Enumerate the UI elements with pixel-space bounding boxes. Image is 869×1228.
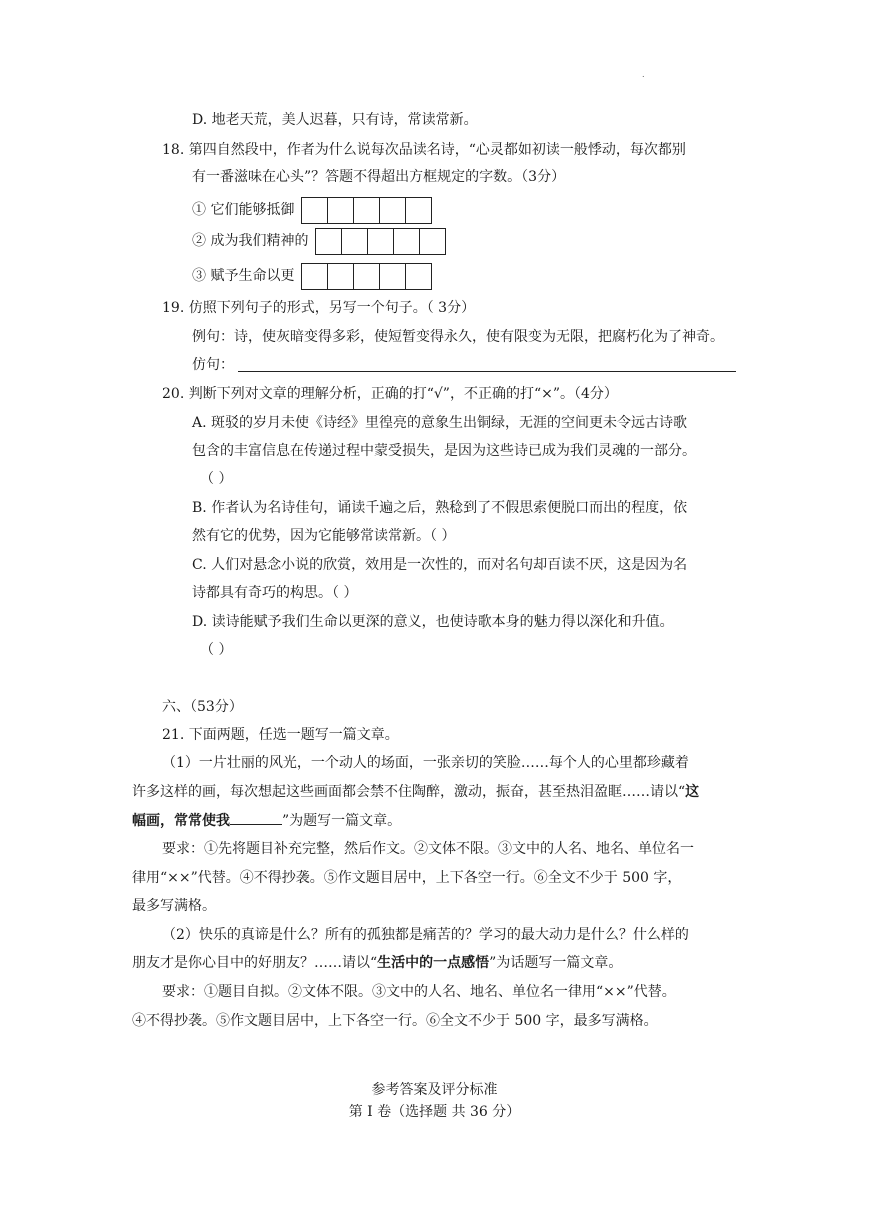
prompt1-line3-text: ”为题写一篇文章。 xyxy=(282,813,402,829)
prompt2-line2-end: ”为话题写一篇文章。 xyxy=(489,955,623,971)
q20-option-a-line2: 包含的丰富信息在传递过程中蒙受损失，是因为这些诗已成为我们灵魂的一部分。 xyxy=(192,443,696,459)
q20-option-c-line1: C. 人们对悬念小说的欣赏，效用是一次性的，而对名句却百读不厌，这是因为名 xyxy=(192,557,688,573)
prompt2-topic: 生活中的一点感悟 xyxy=(377,955,490,971)
volume-title: 第 I 卷（选择题 共 36 分） xyxy=(348,1104,521,1120)
requirements2-line2: ④不得抄袭。⑤作文题目居中，上下各空一行。⑥全文不少于 500 字，最多写满格。 xyxy=(132,1013,658,1029)
q21-text: 21. 下面两题，任选一题写一篇文章。 xyxy=(162,727,399,743)
q20-text: 20. 判断下列对文章的理解分析，正确的打“√”，不正确的打“×”。（4分） xyxy=(162,386,618,402)
requirements2-line1: 要求：①题目自拟。②文体不限。③文中的人名、地名、单位名一律用“××”代替。 xyxy=(162,984,676,1000)
q20-option-b-line2: 然有它的优势，因为它能够常读常新。（ ） xyxy=(192,528,456,544)
prompt1-line1: （1）一片壮丽的风光，一个动人的场面，一张亲切的笑脸……每个人的心里都珍藏着 xyxy=(162,755,689,771)
answer-key-title: 参考答案及评分标准 xyxy=(371,1082,498,1098)
q19-imitate-label: 仿句： xyxy=(192,357,234,373)
q17-option-d: D. 地老天荒，美人迟暮，只有诗，常读常新。 xyxy=(192,112,478,128)
prompt2-line2-text: 朋友才是你心目中的好朋友？……请以“ xyxy=(132,955,378,971)
page-dot: . xyxy=(642,70,645,79)
prompt1-line3 xyxy=(132,810,401,831)
q18-answer-boxes-1[interactable] xyxy=(301,197,432,224)
q19-example: 例句：诗，使灰暗变得多彩，使短暂变得永久，使有限变为无限，把腐朽化为了神奇。 xyxy=(192,329,724,345)
q18-item-1 xyxy=(192,196,432,224)
requirements1-line2: 律用“××”代替。④不得抄袭。⑤作文题目居中，上下各空一行。⑥全文不少于 500 字， xyxy=(132,870,682,886)
q20-option-d-mark[interactable]: （ ） xyxy=(200,642,233,658)
prompt2-line1: （2）快乐的真谛是什么？所有的孤独都是痛苦的？学习的最大动力是什么？什么样的 xyxy=(162,927,689,943)
section-six-heading: 六、（53分） xyxy=(162,699,243,715)
q20-option-a-mark[interactable]: （ ） xyxy=(200,471,233,487)
prompt1-title-start: 这 xyxy=(685,784,700,800)
q18-text-line2: 有一番滋味在心头”？答题不得超出方框规定的字数。（3分） xyxy=(192,169,566,185)
q19-answer-line[interactable] xyxy=(238,371,736,372)
q18-answer-boxes-2[interactable] xyxy=(315,228,446,255)
q18-text-line1: 18. 第四自然段中，作者为什么说每次品读名诗，“心灵都如初读一般悸动，每次都别 xyxy=(162,142,686,158)
q18-item-2 xyxy=(192,227,446,255)
q20-option-a-line1: A. 斑驳的岁月未使《诗经》里徨亮的意象生出铜绿，无涯的空间更未令远古诗歌 xyxy=(192,415,688,431)
q18-item-3-label: ③ 赋予生命以更 xyxy=(192,268,295,284)
q20-option-b-line1: B. 作者认为名诗佳句，诵读千遍之后，熟稔到了不假思索便脱口而出的程度，依 xyxy=(192,500,688,516)
q20-option-c-line2: 诗都具有奇巧的构思。（ ） xyxy=(192,585,358,601)
q18-answer-boxes-3[interactable] xyxy=(301,263,432,290)
q18-item-3 xyxy=(192,262,432,290)
prompt1-line2-text: 许多这样的画，每次想起这些画面都会禁不住陶醉，激动，振奋，甚至热泪盈眶……请以“ xyxy=(132,784,686,800)
q18-item-2-label: ② 成为我们精神的 xyxy=(192,233,309,249)
requirements1-line3: 最多写满格。 xyxy=(132,898,216,914)
prompt1-title: 幅画，常常使我 xyxy=(132,813,230,829)
prompt1-title-blank[interactable] xyxy=(230,810,282,825)
q20-option-d-line1: D. 读诗能赋予我们生命以更深的意义，也使诗歌本身的魅力得以深化和升值。 xyxy=(192,614,674,630)
prompt1-line2 xyxy=(132,782,699,802)
q18-item-1-label: ① 它们能够抵御 xyxy=(192,202,295,218)
requirements1-line1: 要求：①先将题目补充完整，然后作文。②文体不限。③文中的人名、地名、单位名一 xyxy=(162,841,694,857)
q19-text: 19. 仿照下列句子的形式，另写一个句子。（ 3分） xyxy=(162,300,476,316)
prompt2-line2 xyxy=(132,953,622,973)
